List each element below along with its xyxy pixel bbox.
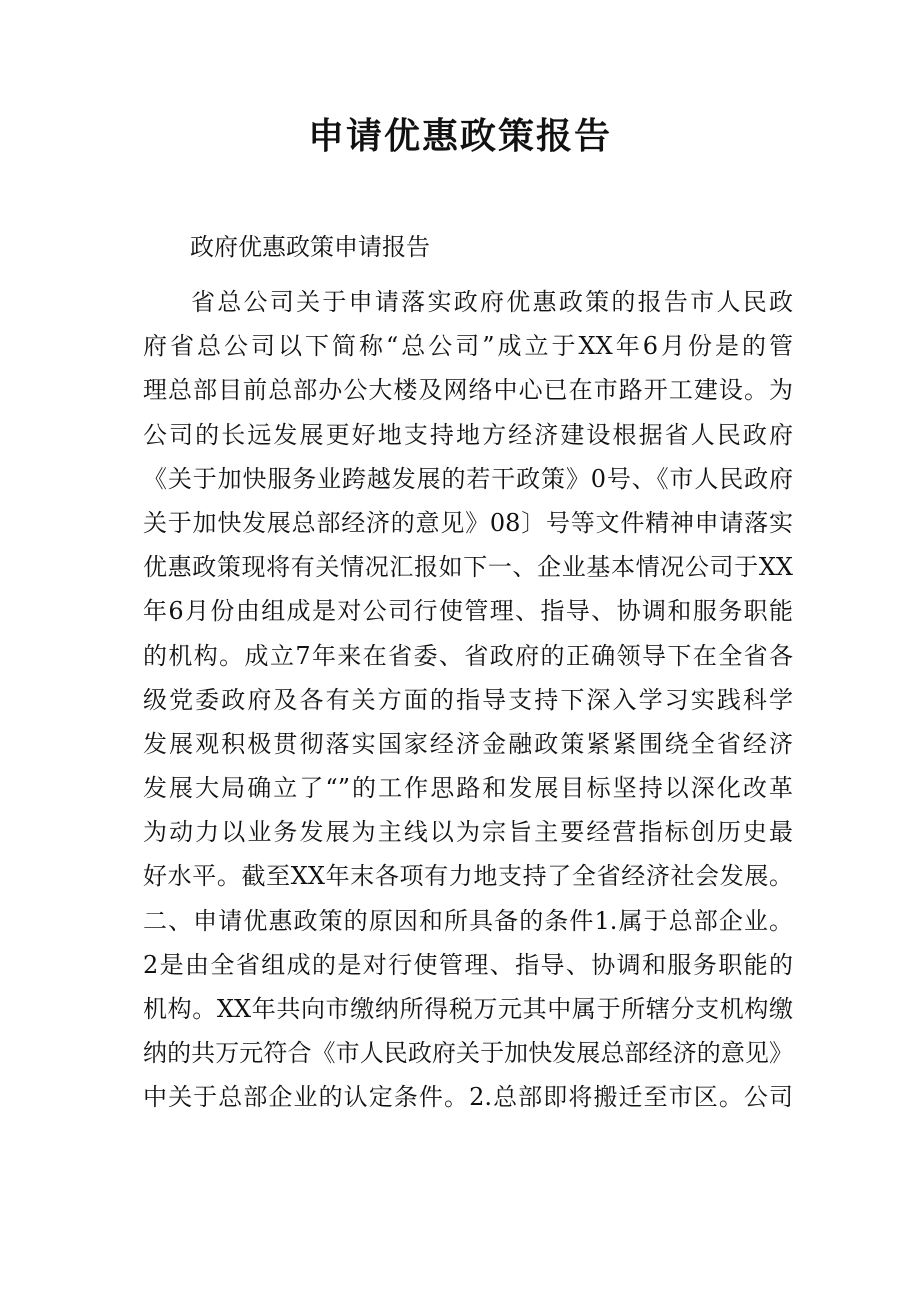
body-line: 机构。XX年共向市缴纳所得税万元其中属于所辖分支机构缴 [143, 995, 793, 1023]
body-line: 《关于加快服务业跨越发展的若干政策》0号、《市人民政府 [143, 464, 793, 493]
body-line: 好水平。截至XX年末各项有力地支持了全省经济社会发展。 [143, 862, 793, 891]
body-line: 年6月份由组成是对公司行使管理、指导、协调和服务职能 [143, 597, 793, 626]
body-line: 理总部目前总部办公大楼及网络中心已在市路开工建设。为 [143, 376, 793, 405]
body-line: 公司的长远发展更好地支持地方经济建设根据省人民政府 [143, 420, 793, 449]
body-line: 级党委政府及各有关方面的指导支持下深入学习实践科学 [143, 685, 793, 714]
body-line: 省总公司关于申请落实政府优惠政策的报告市人民政 [191, 288, 793, 316]
body-line: 关于加快发展总部经济的意见》08〕号等文件精神申请落实 [143, 508, 793, 537]
document-subtitle: 政府优惠政策申请报告 [190, 233, 430, 261]
body-line: 为动力以业务发展为主线以为宗旨主要经营指标创历史最 [143, 818, 793, 847]
body-line: 二、申请优惠政策的原因和所具备的条件1.属于总部企业。 [143, 906, 793, 935]
body-line: 纳的共万元符合《市人民政府关于加快发展总部经济的意见》 [143, 1039, 793, 1068]
body-line: 中关于总部企业的认定条件。2.总部即将搬迁至市区。公司 [143, 1083, 793, 1112]
body-line: 发展大局确立了“”的工作思路和发展目标坚持以深化改革 [143, 774, 793, 803]
body-line: 发展观积极贯彻落实国家经济金融政策紧紧围绕全省经济 [143, 729, 793, 758]
body-line: 2是由全省组成的是对行使管理、指导、协调和服务职能的 [143, 950, 793, 979]
body-line: 府省总公司以下简称“总公司”成立于XX年6月份是的管 [143, 332, 793, 361]
document-title: 申请优惠政策报告 [307, 115, 612, 157]
document-body [143, 280, 793, 1120]
body-line: 的机构。成立7年来在省委、省政府的正确领导下在全省各 [143, 641, 793, 670]
body-line: 优惠政策现将有关情况汇报如下一、企业基本情况公司于XX [143, 553, 793, 582]
